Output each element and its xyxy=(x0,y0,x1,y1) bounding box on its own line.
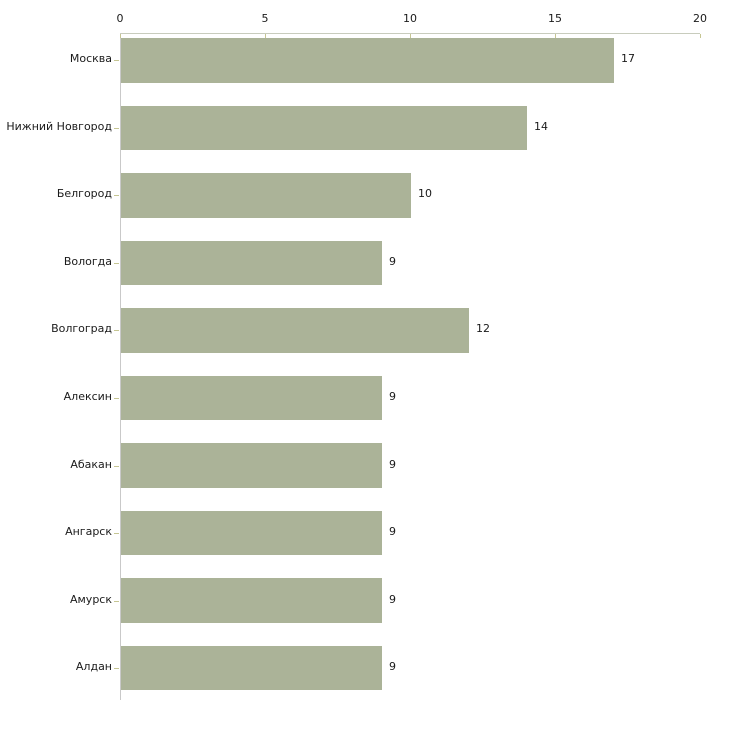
bar-value-label: 12 xyxy=(476,322,490,335)
bar xyxy=(121,443,382,488)
bar xyxy=(121,511,382,556)
y-axis-tick xyxy=(114,330,119,331)
y-axis-tick xyxy=(114,128,119,129)
y-axis-tick xyxy=(114,263,119,264)
category-label: Волгоград xyxy=(51,322,112,335)
x-axis-tick-label: 0 xyxy=(116,12,124,25)
bar-value-label: 14 xyxy=(534,120,548,133)
x-axis-tick-label: 5 xyxy=(261,12,269,25)
category-label: Алдан xyxy=(75,660,112,673)
category-label: Вологда xyxy=(63,255,112,268)
category-label: Москва xyxy=(69,52,112,65)
category-label: Ангарск xyxy=(65,525,112,538)
x-axis-tick-label: 20 xyxy=(693,12,707,25)
bar xyxy=(121,106,527,151)
y-axis-tick xyxy=(114,195,119,196)
bar xyxy=(121,308,469,353)
bar-value-label: 9 xyxy=(389,390,396,403)
y-axis-tick xyxy=(114,601,119,602)
y-axis-tick xyxy=(114,533,119,534)
bar xyxy=(121,241,382,286)
bar-value-label: 17 xyxy=(621,52,635,65)
bar xyxy=(121,173,411,218)
x-axis-tick xyxy=(700,34,701,38)
bar-value-label: 9 xyxy=(389,593,396,606)
bar-value-label: 9 xyxy=(389,255,396,268)
y-axis-tick xyxy=(114,668,119,669)
bar xyxy=(121,376,382,421)
bar-value-label: 9 xyxy=(389,525,396,538)
bar xyxy=(121,38,614,83)
bar xyxy=(121,646,382,691)
x-axis-tick-label: 10 xyxy=(403,12,417,25)
category-label: Белгород xyxy=(56,187,112,200)
x-axis-tick-label: 15 xyxy=(548,12,562,25)
bar-value-label: 10 xyxy=(418,187,432,200)
bar xyxy=(121,578,382,623)
bar-value-label: 9 xyxy=(389,458,396,471)
y-axis-tick xyxy=(114,466,119,467)
category-label: Амурск xyxy=(69,593,112,606)
category-label: Нижний Новгород xyxy=(6,120,112,133)
y-axis-tick xyxy=(114,60,119,61)
category-label: Алексин xyxy=(63,390,112,403)
y-axis-tick xyxy=(114,398,119,399)
category-label: Абакан xyxy=(70,458,112,471)
bar-value-label: 9 xyxy=(389,660,396,673)
